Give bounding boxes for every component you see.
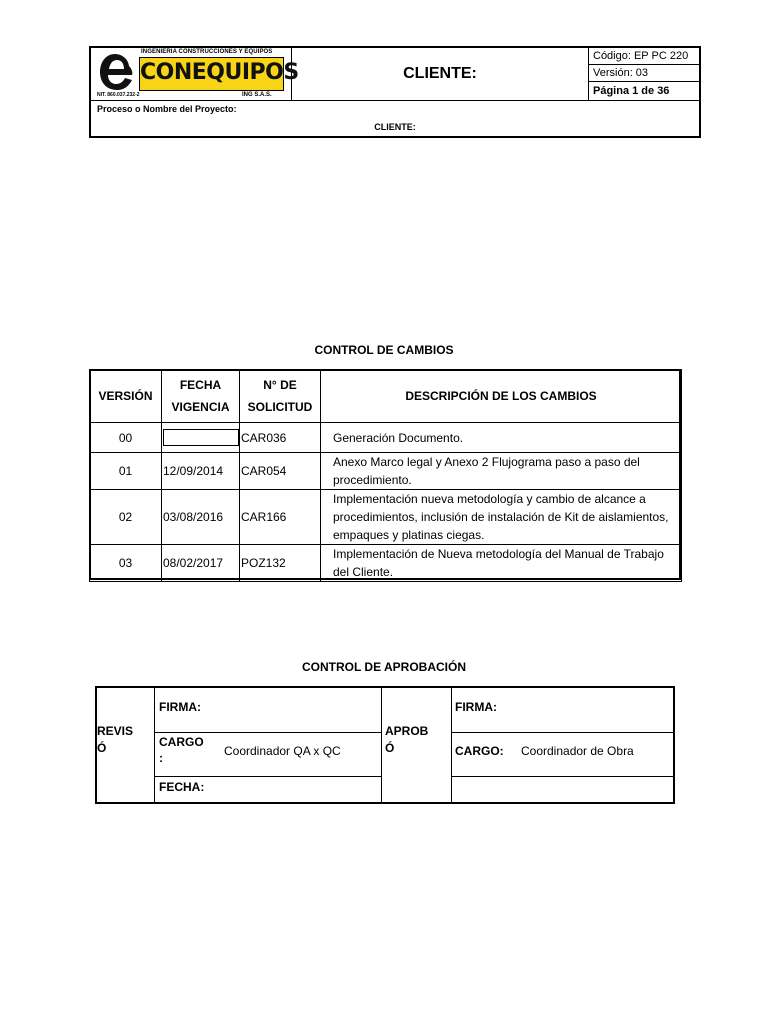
divider [154, 776, 381, 777]
cargo-label-line2: : [159, 751, 163, 765]
table-row [90, 453, 682, 490]
col-solicitud-line2: SOLICITUD [247, 400, 313, 414]
row-version: 03 [90, 545, 162, 582]
document-version: Versión: 03 [588, 65, 701, 82]
project-client: CLIENTE: [374, 122, 416, 132]
col-version: VERSIÓN [90, 370, 162, 423]
row-fecha: 08/02/2017 [162, 545, 240, 582]
row-fecha: 03/08/2016 [162, 490, 240, 545]
changes-table [89, 369, 682, 582]
aprobo-label-line2: Ó [385, 741, 395, 755]
cargo-label-2: CARGO: [455, 744, 504, 758]
row-solicitud: POZ132 [240, 545, 321, 582]
divider [154, 732, 381, 733]
row-version: 01 [90, 453, 162, 490]
reviso-label-line2: Ó [97, 741, 107, 755]
project-label: Proceso o Nombre del Proyecto: [97, 104, 237, 114]
page-number: Página 1 de 36 [588, 82, 701, 101]
row-fecha [162, 423, 240, 453]
row-solicitud: CAR036 [240, 423, 321, 453]
approval-table [95, 686, 675, 804]
fecha-label: FECHA: [159, 780, 205, 794]
firma-label-2: FIRMA: [455, 700, 497, 714]
col-solicitud-line1: N° DE [263, 378, 297, 392]
document-title: CLIENTE: [292, 48, 588, 101]
logo-tagline: INGENIERIA CONSTRUCCIONES Y EQUIPOS [141, 49, 273, 55]
logo-nit: NIT. 860.037.232-2 [97, 92, 140, 98]
reviso-label-line1: REVIS [97, 724, 134, 738]
table-row [90, 423, 682, 453]
col-descripcion: DESCRIPCIÓN DE LOS CAMBIOS [321, 370, 682, 423]
divider [381, 686, 382, 804]
document-meta [588, 48, 701, 101]
row-descripcion: Implementación nueva metodología y cambio de alcance a procedimientos, inclusión de instalación de Kit de aislamientos, empaques y platinas ciegas. [321, 490, 682, 545]
table-row [90, 490, 682, 545]
divider [451, 776, 675, 777]
divider [154, 686, 155, 804]
cargo-label-line1: CARGO [159, 735, 204, 749]
row-version: 00 [90, 423, 162, 453]
row-descripcion: Anexo Marco legal y Anexo 2 Flujograma paso a paso del procedimiento. [321, 453, 682, 490]
document-header [89, 46, 701, 138]
divider [451, 732, 675, 733]
empty-date-box [163, 429, 239, 446]
row-descripcion: Implementación de Nueva metodología del Manual de Trabajo del Cliente. [321, 545, 682, 582]
row-version: 02 [90, 490, 162, 545]
row-solicitud: CAR054 [240, 453, 321, 490]
changes-section-title: CONTROL DE CAMBIOS [314, 343, 454, 357]
col-fecha [162, 370, 240, 423]
approval-section-title: CONTROL DE APROBACIÓN [301, 660, 466, 674]
firma-label: FIRMA: [159, 700, 201, 714]
logo-wordmark: CONEQUIPOS [139, 57, 284, 91]
e-letter-logo-icon [99, 52, 135, 92]
logo-suffix: ING S.A.S. [242, 92, 272, 98]
aprobo-label-line1: APROB [385, 724, 429, 738]
row-fecha: 12/09/2014 [162, 453, 240, 490]
company-logo [91, 48, 299, 101]
changes-header-row [90, 370, 682, 423]
col-fecha-line2: VIGENCIA [171, 400, 230, 414]
row-descripcion: Generación Documento. [321, 423, 682, 453]
col-solicitud [240, 370, 321, 423]
divider [451, 686, 452, 804]
cargo-reviso-value: Coordinador QA x QC [224, 744, 341, 758]
cargo-aprobo-value: Coordinador de Obra [521, 744, 634, 758]
col-fecha-line1: FECHA [179, 378, 222, 392]
document-code: Código: EP PC 220 [588, 48, 701, 65]
table-row [90, 545, 682, 582]
row-solicitud: CAR166 [240, 490, 321, 545]
